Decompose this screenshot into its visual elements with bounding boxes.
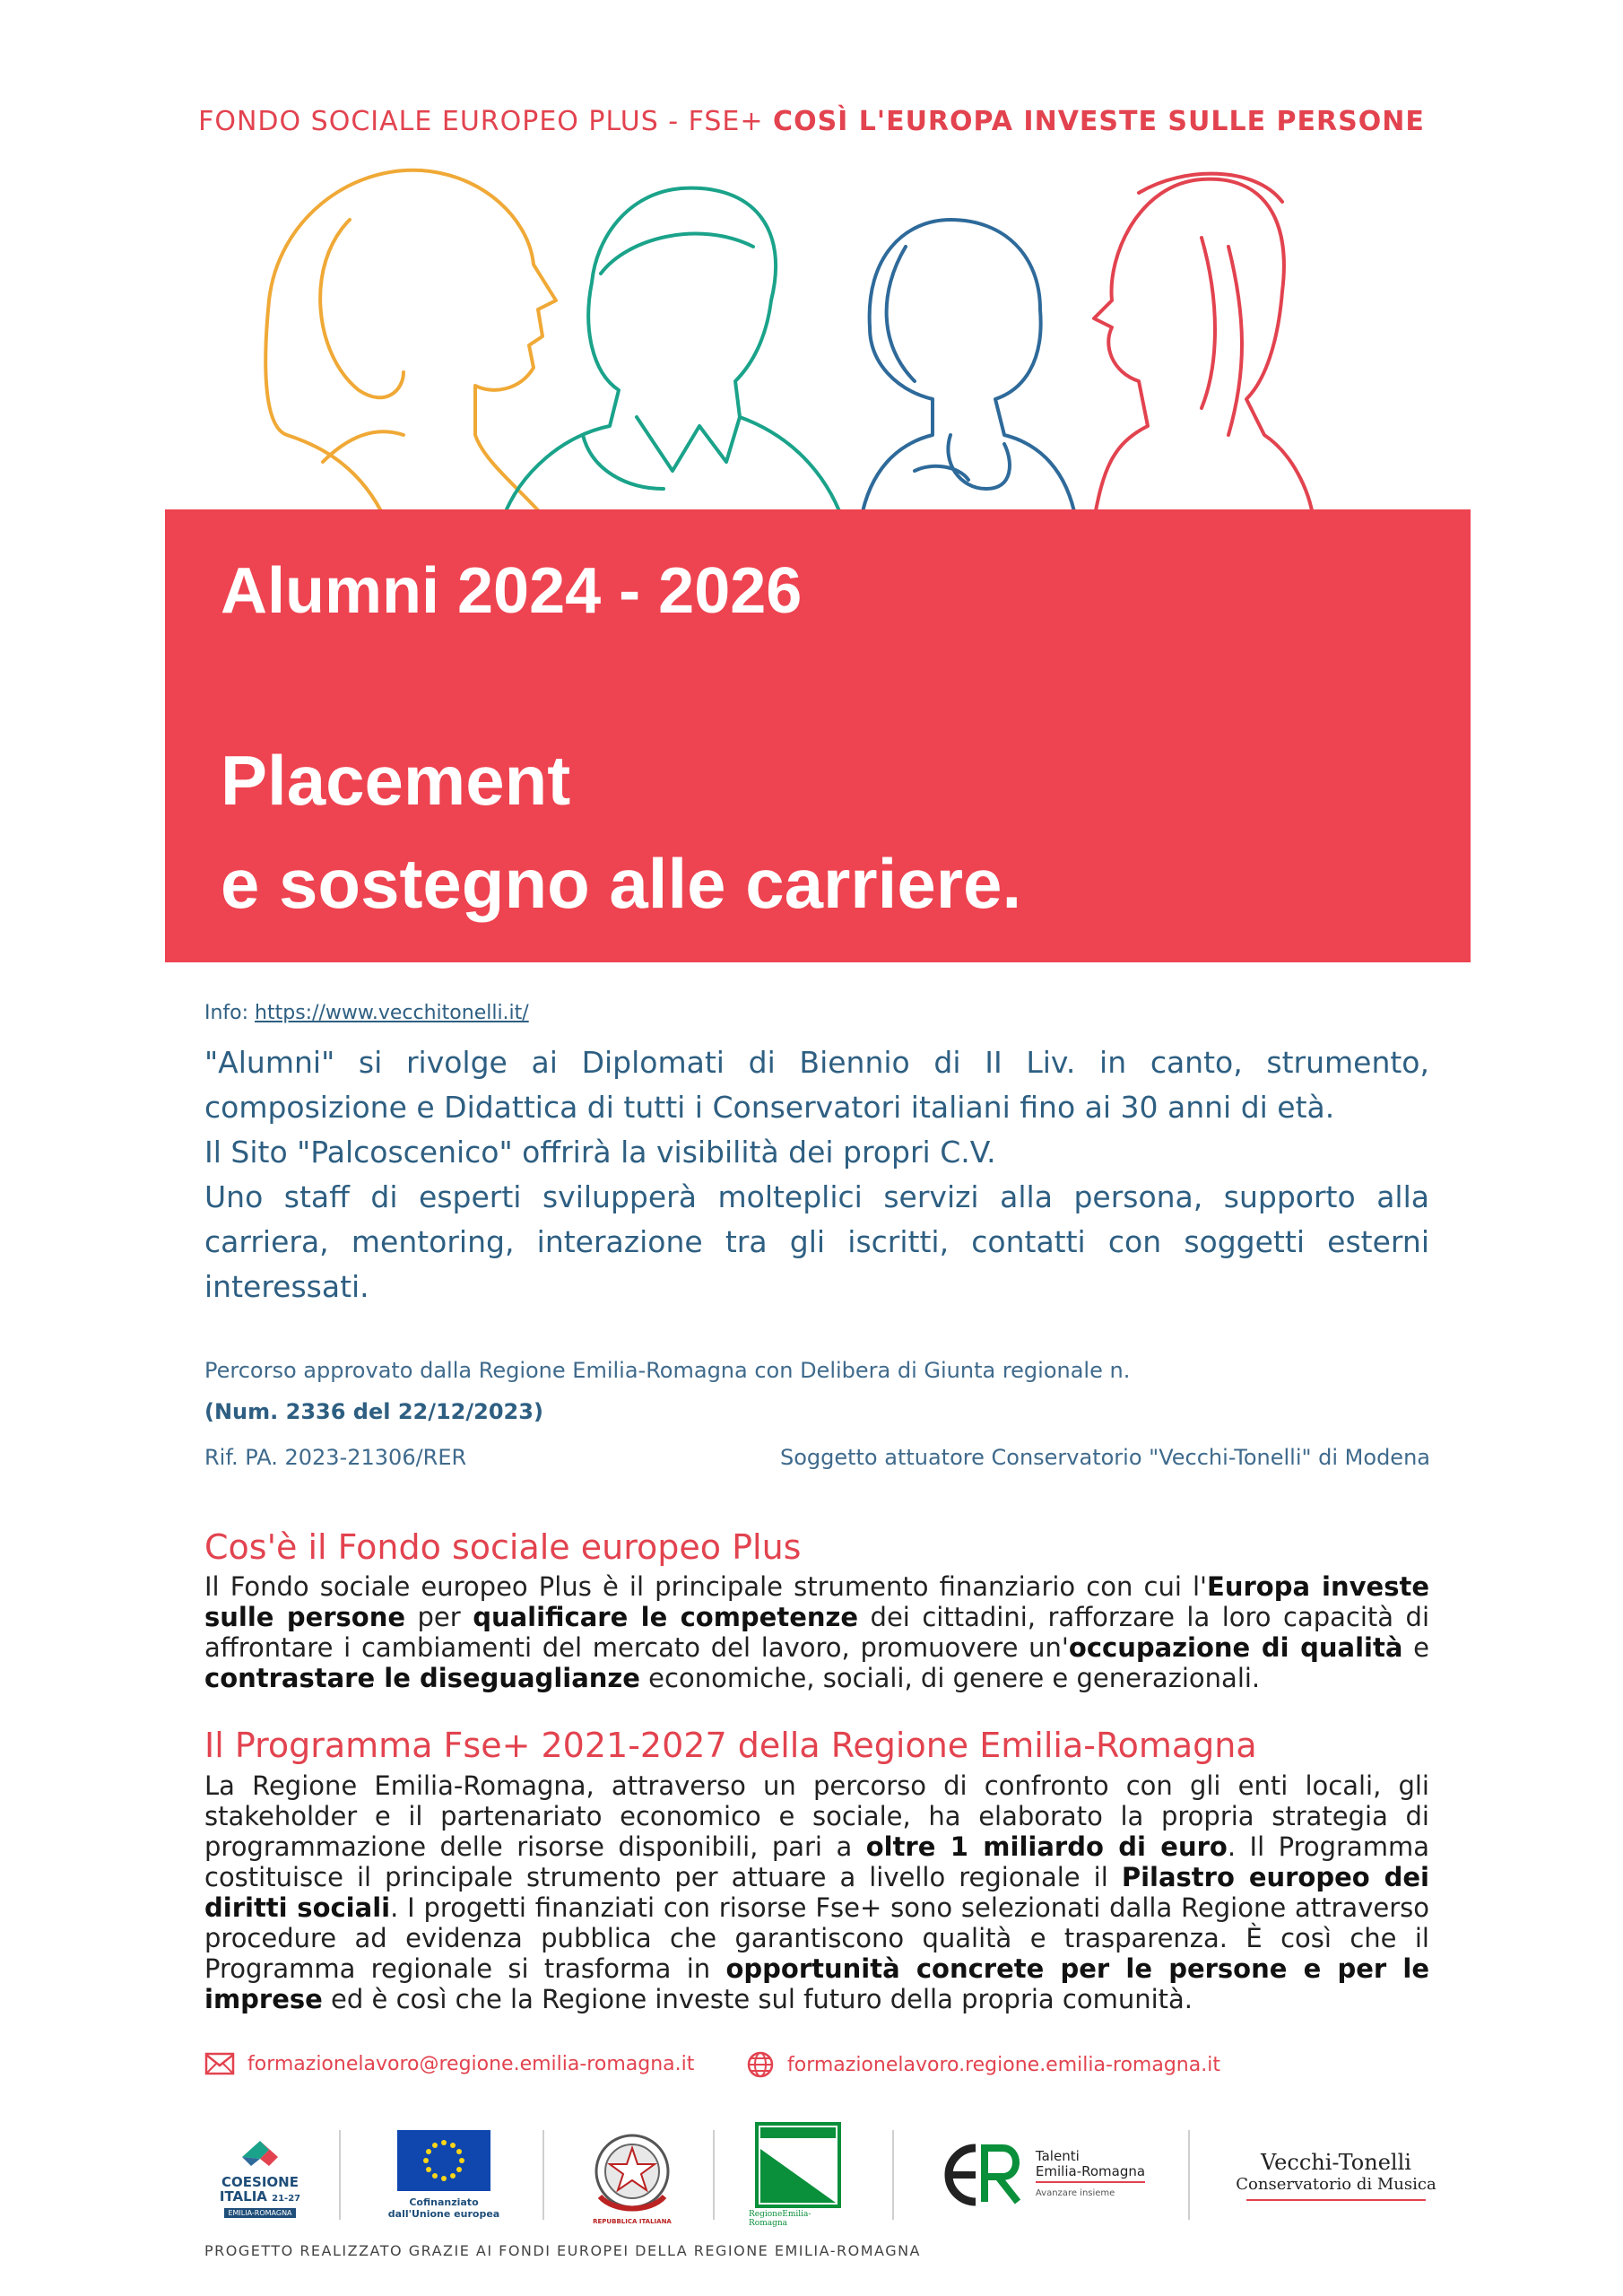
bold-span: oltre 1 miliardo di euro xyxy=(865,1831,1228,1862)
talenti-emilia-romagna-logo xyxy=(933,2117,1148,2233)
approval-number: (Num. 2336 del 22/12/2023) xyxy=(204,1399,543,1424)
text-span: per xyxy=(405,1602,473,1632)
rer-mark-icon xyxy=(755,2122,841,2208)
contact-website-text: formazionelavoro.regione.emilia-romagna.it xyxy=(787,2053,1220,2076)
people-illustration xyxy=(251,166,1363,520)
coesione-years: 21-27 xyxy=(272,2194,301,2204)
info-label: Info: xyxy=(204,1002,256,1024)
section-fse-paragraph xyxy=(204,1571,1429,1693)
intro-text xyxy=(204,1040,1429,1309)
text-span: economiche, sociali, di genere e generazionali. xyxy=(639,1663,1261,1693)
globe-icon xyxy=(746,2050,775,2079)
coesione-mark-icon xyxy=(233,2132,287,2175)
text-span: e xyxy=(1402,1632,1430,1663)
contact-email[interactable] xyxy=(204,2052,694,2075)
approval-reference: Rif. PA. 2023-21306/RER xyxy=(204,1445,467,1470)
vt-subtitle: Conservatorio di Musica xyxy=(1236,2174,1436,2194)
regione-emilia-romagna-logo xyxy=(749,2117,847,2233)
bold-span: occupazione di qualità xyxy=(1068,1632,1403,1663)
banner-title: Alumni 2024 - 2026 xyxy=(221,555,803,627)
bold-span: qualificare le competenze xyxy=(473,1602,859,1632)
logo-divider xyxy=(339,2130,341,2220)
logo-divider xyxy=(1188,2130,1190,2220)
bold-span: contrastare le diseguaglianze xyxy=(204,1663,640,1693)
text-span: . Il Programma costituisce il principale strumento per attuare a livello regionale il xyxy=(204,1831,1429,1892)
tagline-bold: COSÌ L'EUROPA INVESTE SULLE PERSONE xyxy=(773,106,1425,137)
coesione-text-1: COESIONE xyxy=(221,2174,299,2190)
vt-name: Vecchi-Tonelli xyxy=(1261,2149,1411,2175)
text-span: ed è così che la Regione investe sul futuro della propria comunità. xyxy=(322,1984,1193,2014)
info-line xyxy=(204,1002,529,1024)
banner-subtitle-line1: Placement xyxy=(221,741,571,820)
eu-cofinanced-logo xyxy=(386,2117,502,2233)
emblem-caption: REPUBBLICA ITALIANA xyxy=(593,2218,672,2225)
person-green-illustration xyxy=(502,188,843,520)
bold-span: Pilastro europeo dei diritti sociali xyxy=(204,1862,1429,1923)
title-banner xyxy=(165,509,1471,962)
intro-paragraph-2: Il Sito "Palcoscenico" offrirà la visibilità dei propri C.V. xyxy=(204,1135,996,1170)
talenti-line1: Talenti xyxy=(1035,2148,1080,2164)
text-span: . I progetti finanziati con risorse Fse+ sono selezionati dalla Regione attraverso procedure ad evidenza pubblica che garantiscono qualità e trasparenza. È così che il Programma regionale si trasforma in xyxy=(204,1892,1429,1984)
person-blue-illustration xyxy=(861,220,1076,520)
emblem-icon xyxy=(587,2125,677,2223)
section-fse-heading: Cos'è il Fondo sociale europeo Plus xyxy=(204,1527,802,1567)
person-red-illustration xyxy=(1094,174,1314,520)
text-span: La Regione Emilia-Romagna, attraverso un percorso di confronto con gli enti locali, gli stakeholder e il partenariato economico e sociale, ha elaborato la propria strategia di programmazione delle risorse disponibili, pari a xyxy=(204,1770,1429,1862)
person-orange-illustration xyxy=(265,170,556,520)
talenti-line3: Avanzare insieme xyxy=(1035,2188,1115,2198)
footer-note: PROGETTO REALIZZATO GRAZIE AI FONDI EUROPEI DELLA REGIONE EMILIA-ROMAGNA xyxy=(204,2242,921,2259)
intro-paragraph-1: "Alumni" si rivolge ai Diplomati di Biennio di II Liv. in canto, strumento, composizione e Didattica di tutti i Conservatori italiani fino ai 30 anni di età. xyxy=(204,1045,1429,1125)
talenti-line2: Emilia-Romagna xyxy=(1036,2164,1145,2183)
envelope-icon xyxy=(204,2052,235,2075)
section-programma-heading: Il Programma Fse+ 2021-2027 della Regione Emilia-Romagna xyxy=(204,1726,1257,1765)
logo-divider xyxy=(892,2130,894,2220)
eu-flag-icon xyxy=(397,2130,490,2191)
contact-email-text: formazionelavoro@regione.emilia-romagna.it xyxy=(247,2052,695,2075)
italian-republic-emblem xyxy=(578,2117,686,2233)
tagline-regular: FONDO SOCIALE EUROPEO PLUS - FSE+ xyxy=(198,106,774,137)
approval-attuatore: Soggetto attuatore Conservatorio "Vecchi-Tonelli" di Modena xyxy=(779,1445,1430,1470)
info-link[interactable]: https://www.vecchitonelli.it/ xyxy=(255,1002,529,1024)
eu-caption-1: Cofinanziato xyxy=(409,2196,479,2208)
coesione-region: EMILIA-ROMAGNA xyxy=(224,2208,295,2218)
header-tagline xyxy=(0,106,1623,137)
text-span: Il Fondo sociale europeo Plus è il principale strumento finanziario con cui l' xyxy=(204,1571,1208,1602)
coesione-italia-logo xyxy=(202,2117,318,2233)
bold-span: opportunità concrete per le persone e per le imprese xyxy=(204,1953,1429,2014)
vecchi-tonelli-logo xyxy=(1228,2117,1444,2233)
section-programma-paragraph xyxy=(204,1770,1429,2014)
text-span: dei cittadini, rafforzare la loro capacità di affrontare i cambiamenti del mercato del lavoro, promuovere un' xyxy=(204,1602,1429,1663)
logo-divider xyxy=(542,2130,544,2220)
logo-divider xyxy=(713,2130,715,2220)
vt-rule xyxy=(1246,2199,1426,2201)
bold-span: Europa investe sulle persone xyxy=(204,1571,1429,1632)
banner-subtitle-line2: e sostegno alle carriere. xyxy=(221,844,1022,923)
intro-paragraph-3: Uno staff di esperti svilupperà molteplici servizi alla persona, supporto alla carriera, mentoring, interazione tra gli iscritti, contatti con soggetti esterni interessati. xyxy=(204,1179,1429,1304)
approval-line: Percorso approvato dalla Regione Emilia-Romagna con Delibera di Giunta regionale n. xyxy=(204,1358,1131,1383)
eu-caption-2: dall'Unione europea xyxy=(387,2208,500,2220)
contact-website[interactable] xyxy=(746,2050,1220,2079)
rer-caption: RegioneEmilia-Romagna xyxy=(749,2210,812,2228)
er-monogram-icon xyxy=(935,2139,1025,2211)
coesione-text-2: ITALIA xyxy=(219,2188,267,2205)
banner-subtitle xyxy=(221,729,1021,935)
